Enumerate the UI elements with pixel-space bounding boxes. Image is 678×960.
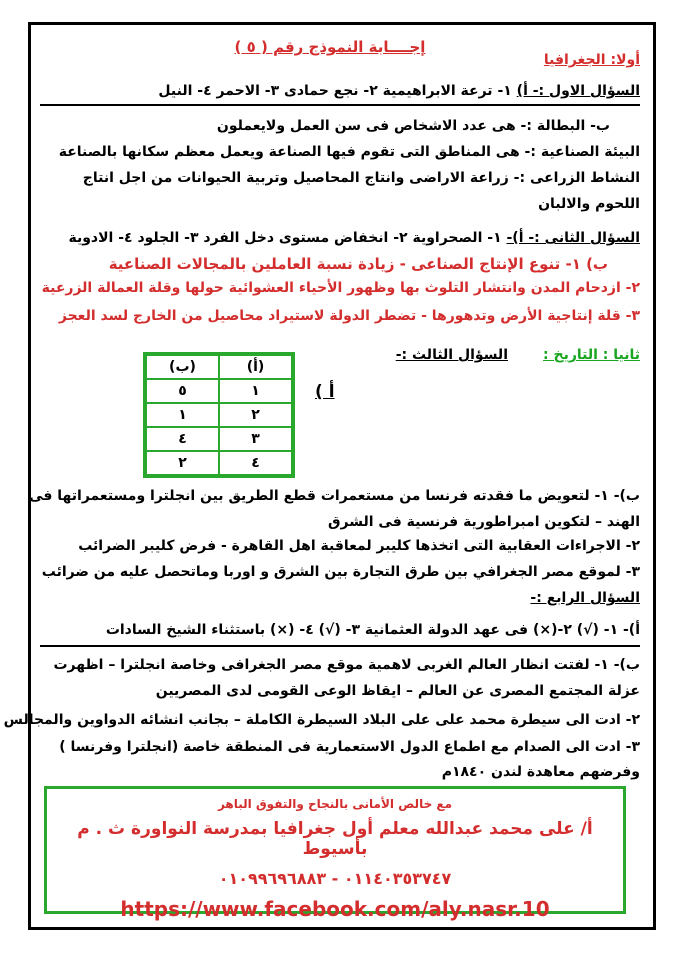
- footer-author: أ/ على محمد عبدالله معلم أول جغرافيا بمدرسة النواورة ث . م بأسيوط: [77, 819, 593, 859]
- q3b-l1: ب)- ١- لتعويض ما فقدته فرنسا من مستعمرات قطع الطريق بين انجلترا ومستعمراتها فى: [29, 488, 640, 504]
- q2-b1: ب) ١- تنوع الإنتاج الصناعى - زيادة نسبة العاملين بالمجالات الصناعية: [108, 255, 608, 273]
- section-geography-heading: أولا: الجغرافيا: [543, 52, 640, 68]
- q4-b1: ب)- ١- لفتت انظار العالم الغربى لاهمية موقع مصر الجغرافى وخاصة انجلترا – اظهرت: [53, 657, 640, 673]
- divider: [40, 104, 640, 106]
- q2-b2: ٢- ازدحام المدن وانتشار التلوث بها وظهور الأحياء العشوائية حولها وقلة العمالة الزرعية: [41, 280, 640, 296]
- q4-b5: وفرضهم معاهدة لندن ١٨٤٠م: [441, 764, 640, 780]
- matching-table: [143, 352, 295, 478]
- q3b-l4: ٣- لموقع مصر الجغرافي بين طرق التجارة بين الشرق و اوربا وماتحصل عليه من ضرائب: [41, 564, 640, 580]
- q4-b3: ٢- ادت الى سيطرة محمد على على البلاد السيطرة الكاملة – بجانب انشائه الدواوين والمجالس: [3, 712, 640, 728]
- q3-label: السؤال الثالث :-: [395, 347, 508, 363]
- footer-box: [44, 786, 626, 921]
- q2-b3: ٣- قلة إنتاجية الأرض وتدهورها - تضطر الدولة لاستيراد محاصيل من الخارج لسد العجز: [58, 308, 640, 324]
- footer-url[interactable]: https://www.facebook.com/aly.nasr.10: [120, 897, 550, 921]
- table-cell: ٢: [219, 403, 292, 427]
- table-cell: ٥: [146, 379, 219, 403]
- table-cell: ١: [146, 403, 219, 427]
- table-header: (أ): [219, 355, 292, 379]
- table-header: (ب): [146, 355, 219, 379]
- q3b-l2: الهند – لتكوين امبراطورية فرنسية فى الشرق: [328, 514, 640, 530]
- q3b-l3: ٢- الاجراءات العقابية التى اتخذها كليبر لمعاقبة اهل القاهرة - فرض كليبر الضرائب: [78, 538, 640, 554]
- table-cell: ٢: [146, 451, 219, 475]
- table-cell: ٤: [219, 451, 292, 475]
- section-history-heading: ثانيا : التاريخ :: [543, 347, 640, 363]
- q1-b1: ب- البطالة :- هى عدد الاشخاص فى سن العمل ولايعملون: [216, 118, 610, 134]
- divider: [40, 645, 640, 647]
- table-cell: ١: [219, 379, 292, 403]
- table-cell: ٣: [219, 427, 292, 451]
- q1-b3: النشاط الزراعى :- زراعة الاراضى وانتاج المحاصيل وتربية الحيوانات من اجل انتاج: [82, 170, 640, 186]
- q1-part-a: السؤال الاول :- أ) ١- ترعة الابراهيمية ٢- نجع حمادى ٣- الاحمر ٤- النيل: [158, 83, 640, 99]
- q4-label: السؤال الرابع :-: [530, 590, 640, 606]
- table-cell: ٤: [146, 427, 219, 451]
- footer-phones: ٠١١٤٠٣٥٣٧٤٧ - ٠١٠٩٩٦٩٦٨٨٣: [218, 869, 452, 888]
- q4-b4: ٣- ادت الى الصدام مع اطماع الدول الاستعمارية فى المنطقة خاصة (انجلترا وفرنسا ): [59, 739, 640, 755]
- page-title: إجــــابة النموذج رقم ( ٥ ): [234, 38, 426, 56]
- q4-b2: عزلة المجتمع المصرى عن العالم – ايقاظ الوعى القومى لدى المصريين: [155, 683, 640, 699]
- q1-b4: اللحوم والالبان: [538, 196, 640, 212]
- q1-b2: البيئة الصناعية :- هى المناطق التى تقوم فيها الصناعة ويعمل معظم سكانها بالصناعة: [58, 144, 640, 160]
- footer-wish: مع خالص الأمانى بالنجاح والتفوق الباهر: [217, 797, 453, 811]
- q3-part-a-mark: أ ): [315, 382, 335, 402]
- q2-part-a: السؤال الثانى :- أ)- ١- الصحراوية ٢- انخفاض مستوى دخل الفرد ٣- الجلود ٤- الادوية: [68, 230, 640, 246]
- q4-part-a: أ)- ١- (√) ٢-(×) فى عهد الدولة العثمانية ٣- (√) ٤- (×) باستثناء الشيخ السادات: [105, 622, 640, 638]
